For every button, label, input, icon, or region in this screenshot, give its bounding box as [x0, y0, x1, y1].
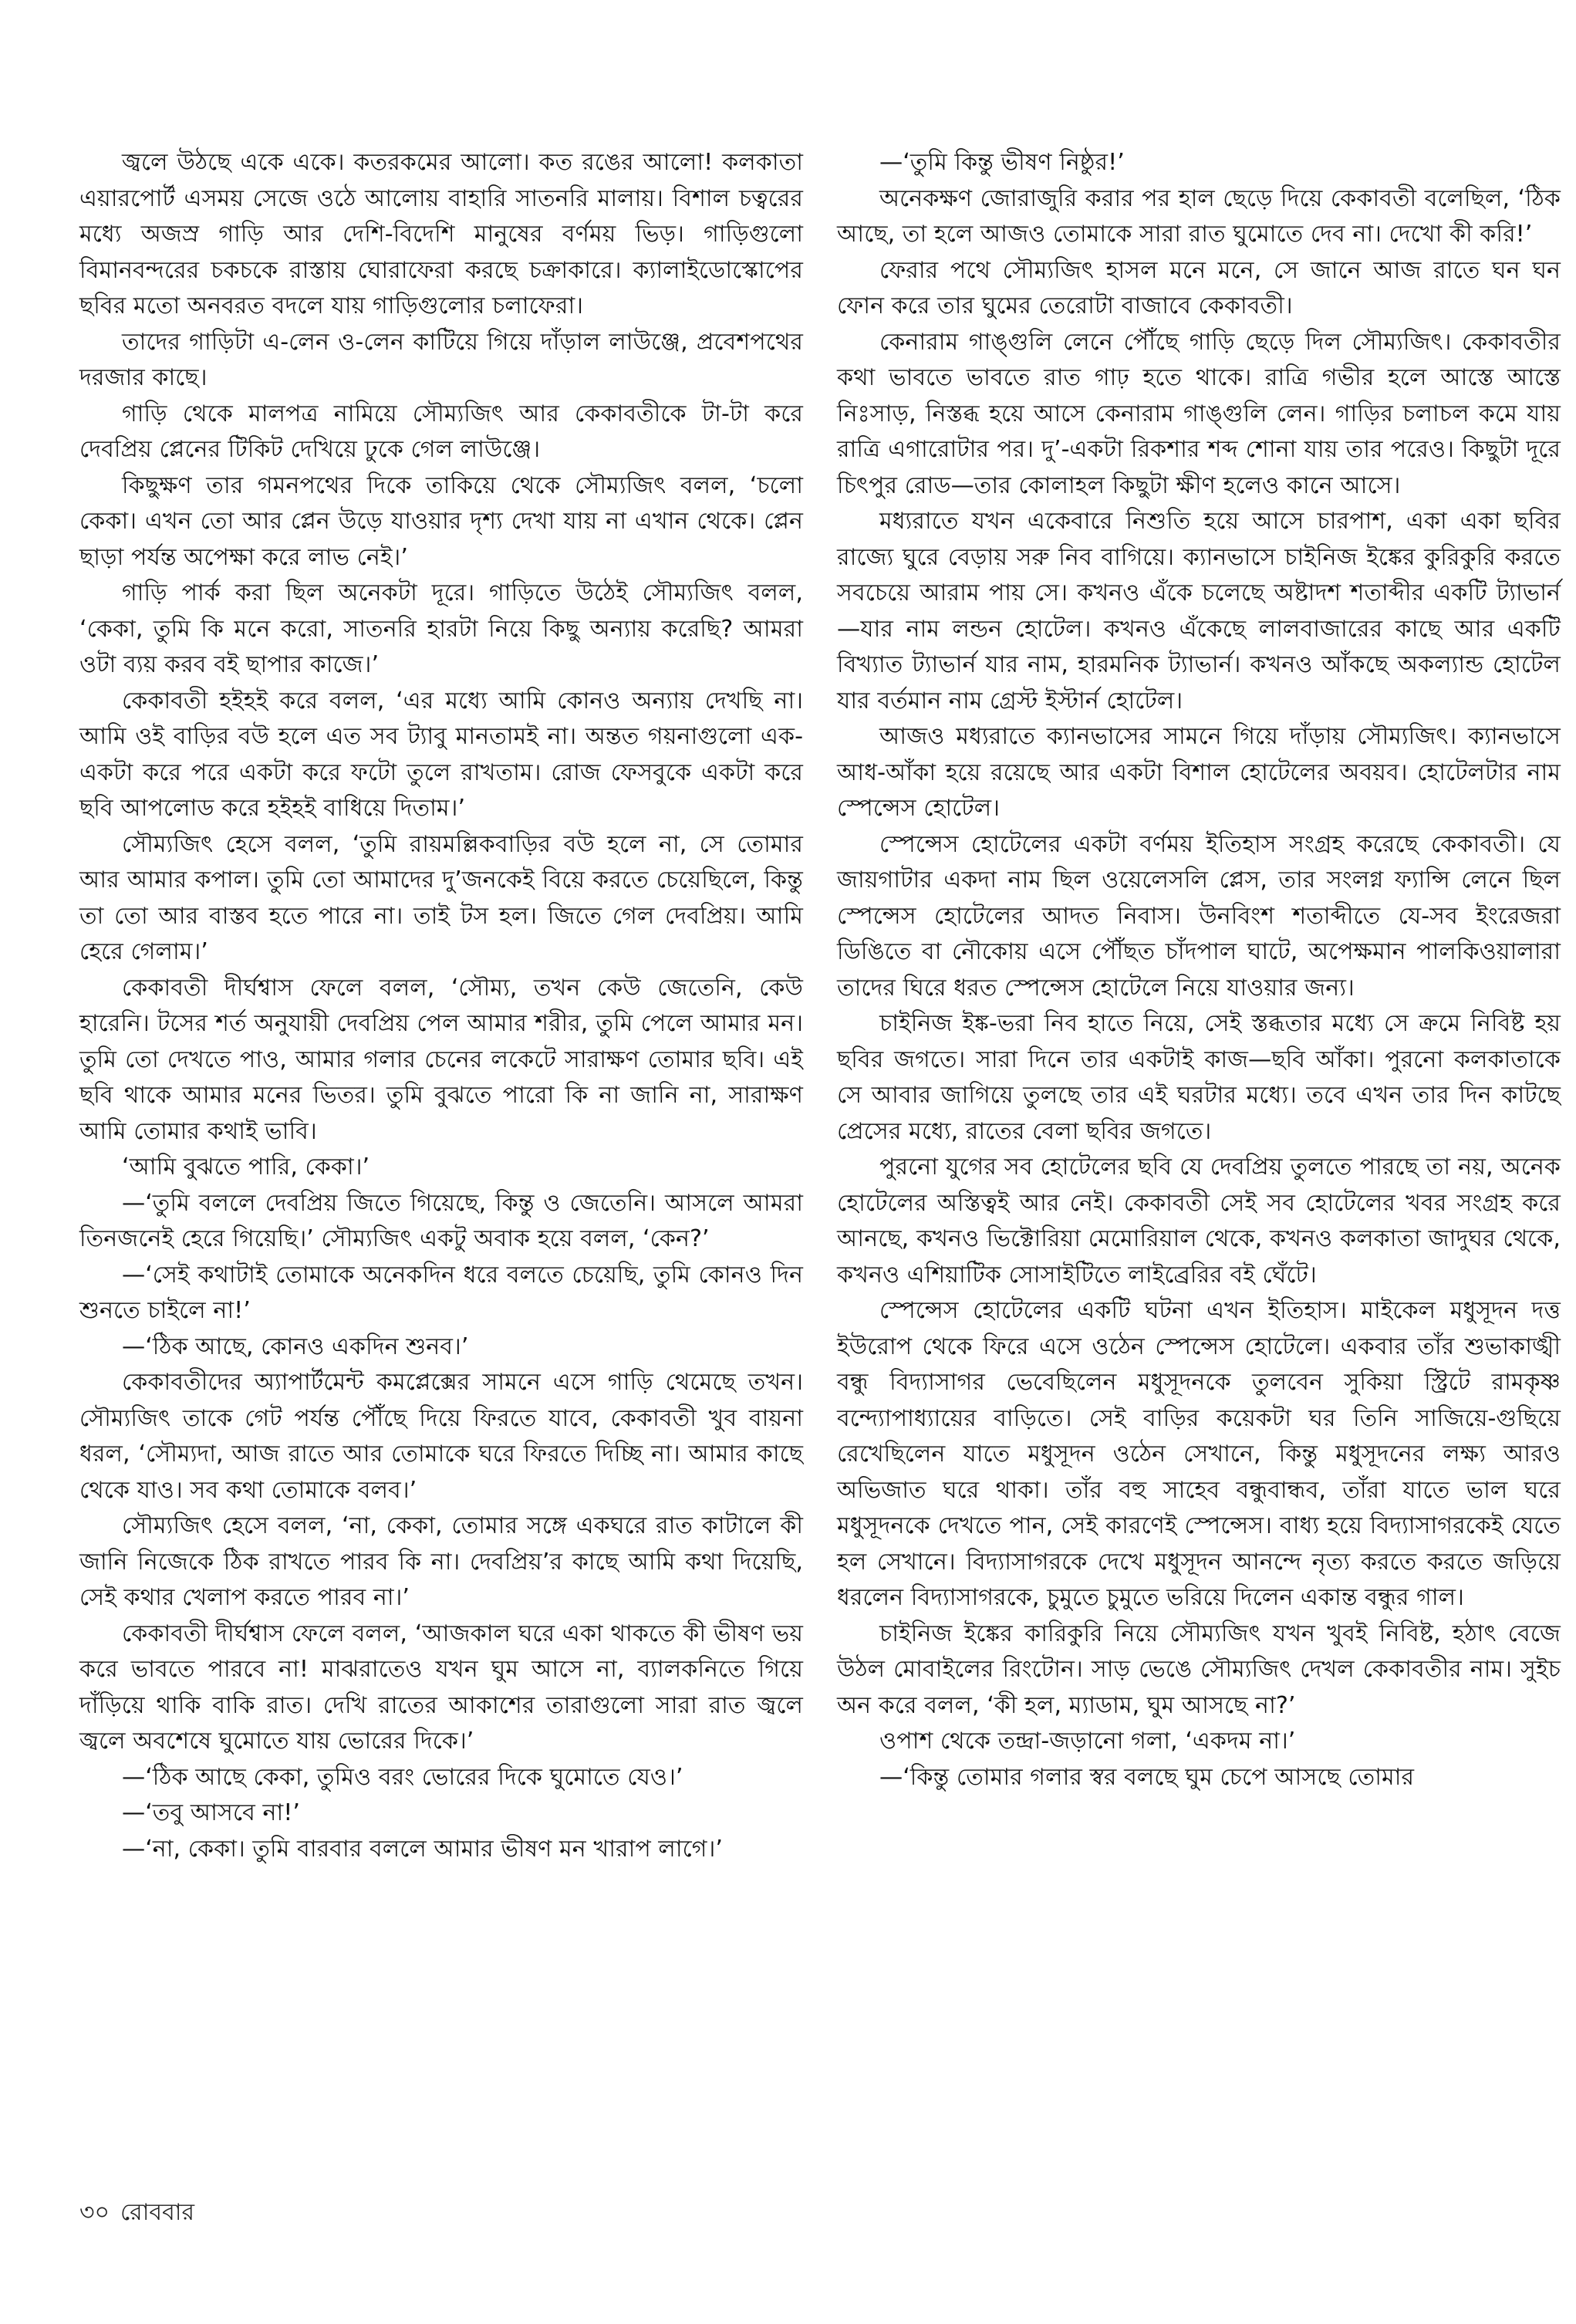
paragraph: কেকাবতী হইহই করে বলল, ‘এর মধ্যে আমি কোনও অন্যায় দেখছি না। আমি ওই বাড়ির বউ হলে এত সব ট্যাবু মানতামই না। অন্তত গয়নাগুলো এক-একটা করে পরে একটা করে ফটো তুলে রাখতাম। রোজ ফেসবুকে একটা করে ছবি আপলোড করে হইহই বাধিয়ে দিতাম।’ — [79, 687, 803, 822]
paragraph: —‘তুমি বললে দেবপ্রিয় জিতে গিয়েছে, কিন্তু ও জেতেনি। আসলে আমরা তিনজনেই হেরে গিয়েছি।’ সৌম্যজিৎ একটু অবাক হয়ে বলল, ‘কেন?’ — [79, 1189, 803, 1252]
paragraph: কেনারাম গাঙ্গুলি লেনে পৌঁছে গাড়ি ছেড়ে দিল সৌম্যজিৎ। কেকাবতীর কথা ভাবতে ভাবতে রাত গাঢ় হতে থাকে। রাত্রি গভীর হলে আস্তে আস্তে নিঃসাড়, নিস্তব্ধ হয়ে আসে কেনারাম গাঙ্গুলি লেন। গাড়ির চলাচল কমে যায় রাত্রি এগারোটার পর। দু’-একটা রিকশার শব্দ শোনা যায় তার পরেও। কিছুটা দূরে চিৎপুর রোড—তার কোলাহল কিছুটা ক্ষীণ হলেও কানে আসে। — [837, 328, 1561, 499]
paragraph: —‘সেই কথাটাই তোমাকে অনেকদিন ধরে বলতে চেয়েছি, তুমি কোনও দিন শুনতে চাইলে না!’ — [79, 1261, 803, 1324]
magazine-name: রোববার — [120, 2199, 194, 2226]
paragraph: সৌম্যজিৎ হেসে বলল, ‘না, কেকা, তোমার সঙ্গে একঘরে রাত কাটালে কী জানি নিজেকে ঠিক রাখতে পারব কি না। দেবপ্রিয়’র কাছে আমি কথা দিয়েছি, সেই কথার খেলাপ করতে পারব না।’ — [79, 1512, 803, 1611]
paragraph: স্পেন্সেস হোটেলের একটি ঘটনা এখন ইতিহাস। মাইকেল মধুসূদন দত্ত ইউরোপ থেকে ফিরে এসে ওঠেন স্পেন্সেস হোটেলে। একবার তাঁর শুভাকাঙ্খী বন্ধু বিদ্যাসাগর ভেবেছিলেন মধুসূদনকে তুলবেন সুকিয়া স্ট্রিটে রামকৃষ্ণ বন্দ্যোপাধ্যায়ের বাড়িতে। সেই বাড়ির কয়েকটা ঘর তিনি সাজিয়ে-গুছিয়ে রেখেছিলেন যাতে মধুসূদন ওঠেন সেখানে, কিন্তু মধুসূদনের লক্ষ্য আরও অভিজাত ঘরে থাকা। তাঁর বহু সাহেব বন্ধুবান্ধব, তাঁরা যাতে ভাল ঘরে মধুসূদনকে দেখতে পান, সেই কারণেই স্পেন্সেস। বাধ্য হয়ে বিদ্যাসাগরকেই যেতে হল সেখানে। বিদ্যাসাগরকে দেখে মধুসূদন আনন্দে নৃত্য করতে করতে জড়িয়ে ধরলেন বিদ্যাসাগরকে, চুমুতে চুমুতে ভরিয়ে দিলেন একান্ত বন্ধুর গাল। — [837, 1297, 1561, 1611]
paragraph: কেকাবতী দীর্ঘশ্বাস ফেলে বলল, ‘আজকাল ঘরে একা থাকতে কী ভীষণ ভয় করে ভাবতে পারবে না! মাঝরাতেও যখন ঘুম আসে না, ব্যালকনিতে গিয়ে দাঁড়িয়ে থাকি বাকি রাত। দেখি রাতের আকাশের তারাগুলো সারা রাত জ্বলে জ্বলে অবশেষে ঘুমোতে যায় ভোরের দিকে।’ — [79, 1620, 803, 1755]
paragraph: মধ্যরাতে যখন একেবারে নিশুতি হয়ে আসে চারপাশ, একা একা ছবির রাজ্যে ঘুরে বেড়ায় সরু নিব বাগিয়ে। ক্যানভাসে চাইনিজ ইঙ্কের কুরিকুরি করতে সবচেয়ে আরাম পায় সে। কখনও এঁকে চলেছে অষ্টাদশ শতাব্দীর একটি ট্যাভার্ন—যার নাম লন্ডন হোটেল। কখনও এঁকেছে লালবাজারের কাছে আর একটি বিখ্যাত ট্যাভার্ন যার নাম, হারমনিক ট্যাভার্ন। কখনও আঁকছে অকল্যান্ড হোটেল যার বর্তমান নাম গ্রেস্ট ইস্টার্ন হোটেল। — [837, 508, 1561, 714]
page-footer — [79, 2197, 205, 2228]
paragraph: কিছুক্ষণ তার গমনপথের দিকে তাকিয়ে থেকে সৌম্যজিৎ বলল, ‘চলো কেকা। এখন তো আর প্লেন উড়ে যাওয়ার দৃশ্য দেখা যায় না এখান থেকে। প্লেন ছাড়া পর্যন্ত অপেক্ষা করে লাভ নেই।’ — [79, 471, 803, 571]
paragraph: —‘না, কেকা। তুমি বারবার বললে আমার ভীষণ মন খারাপ লাগে।’ — [122, 1835, 723, 1863]
paragraph: —‘ঠিক আছে, কোনও একদিন শুনব।’ — [122, 1333, 469, 1360]
paragraph: তাদের গাড়িটা এ-লেন ও-লেন কাটিয়ে গিয়ে দাঁড়াল লাউঞ্জে, প্রবেশপথের দরজার কাছে। — [79, 328, 803, 391]
paragraph: —‘কিন্তু তোমার গলার স্বর বলছে ঘুম চেপে আসছে তোমার — [879, 1763, 1415, 1791]
paragraph: গাড়ি থেকে মালপত্র নামিয়ে সৌম্যজিৎ আর কেকাবতীকে টা-টা করে দেবপ্রিয় প্লেনের টিকিট দেখিয়ে ঢুকে গেল লাউঞ্জে। — [79, 400, 803, 463]
paragraph: চাইনিজ ইঙ্ক-ভরা নিব হাতে নিয়ে, সেই স্তব্ধতার মধ্যে সে ক্রমে নিবিষ্ট হয় ছবির জগতে। সারা দিনে তার একটাই কাজ—ছবি আঁকা। পুরনো কলকাতাকে সে আবার জাগিয়ে তুলছে তার এই ঘরটার মধ্যে। তবে এখন তার দিন কাটছে প্রেসের মধ্যে, রাতের বেলা ছবির জগতে। — [837, 1010, 1561, 1145]
paragraph: অনেকক্ষণ জোরাজুরি করার পর হাল ছেড়ে দিয়ে কেকাবতী বলেছিল, ‘ঠিক আছে, তা হলে আজও তোমাকে সারা রাত ঘুমোতে দেব না। দেখো কী করি!’ — [837, 184, 1561, 248]
paragraph: ফেরার পথে সৌম্যজিৎ হাসল মনে মনে, সে জানে আজ রাতে ঘন ঘন ফোন করে তার ঘুমের তেরোটা বাজাবে কেকাবতী। — [837, 256, 1561, 319]
paragraph: স্পেন্সেস হোটেলের একটা বর্ণময় ইতিহাস সংগ্রহ করেছে কেকাবতী। যে জায়গাটার একদা নাম ছিল ওয়েলেসলি প্লেস, তার সংলগ্ন ফ্যান্সি লেনে ছিল স্পেন্সেস হোটেলের আদত নিবাস। উনবিংশ শতাব্দীতে যে-সব ইংরেজরা ডিঙিতে বা নৌকোয় এসে পৌঁছত চাঁদপাল ঘাটে, অপেক্ষমান পালকিওয়ালারা তাদের ঘিরে ধরত স্পেন্সেস হোটেলে নিয়ে যাওয়ার জন্য। — [837, 830, 1561, 1002]
paragraph: ‘আমি বুঝতে পারি, কেকা।’ — [122, 1154, 370, 1181]
paragraph: —‘তবু আসবে না!’ — [122, 1799, 300, 1826]
page-number: ৩০ — [79, 2199, 110, 2226]
paragraph: কেকাবতীদের অ্যাপার্টমেন্ট কমপ্লেক্সের সামনে এসে গাড়ি থেমেছে তখন। সৌম্যজিৎ তাকে গেট পর্যন্ত পৌঁছে দিয়ে ফিরতে যাবে, কেকাবতী খুব বায়না ধরল, ‘সৌম্যদা, আজ রাতে আর তোমাকে ঘরে ফিরতে দিচ্ছি না। আমার কাছে থেকে যাও। সব কথা তোমাকে বলব।’ — [79, 1369, 803, 1504]
paragraph: জ্বলে উঠছে একে একে। কতরকমের আলো। কত রঙের আলো! কলকাতা এয়ারপোর্ট এসময় সেজে ওঠে আলোয় বাহারি সাতনরি মালায়। বিশাল চত্বরের মধ্যে অজস্র গাড়ি আর দেশি-বিদেশি মানুষের বর্ণময় ভিড়। গাড়িগুলো বিমানবন্দরের চকচকে রাস্তায় ঘোরাফেরা করছে চক্রাকারে। ক্যালাইডোস্কোপের ছবির মতো অনবরত বদলে যায় গাড়িগুলোর চলাফেরা। — [79, 149, 803, 319]
paragraph: ওপাশ থেকে তন্দ্রা-জড়ানো গলা, ‘একদম না।’ — [879, 1728, 1296, 1755]
paragraph: পুরনো যুগের সব হোটেলের ছবি যে দেবপ্রিয় তুলতে পারছে তা নয়, অনেক হোটেলের অস্তিত্বই আর নেই। কেকাবতী সেই সব হোটেলের খবর সংগ্রহ করে আনছে, কখনও ভিক্টোরিয়া মেমোরিয়াল থেকে, কখনও কলকাতা জাদুঘর থেকে, কখনও এশিয়াটিক সোসাইটিতে লাইব্রেরির বই ঘেঁটে। — [837, 1154, 1561, 1289]
right-column — [837, 145, 1561, 1795]
paragraph: —‘ঠিক আছে কেকা, তুমিও বরং ভোরের দিকে ঘুমোতে যেও।’ — [122, 1763, 683, 1791]
paragraph: চাইনিজ ইঙ্কের কারিকুরি নিয়ে সৌম্যজিৎ যখন খুবই নিবিষ্ট, হঠাৎ বেজে উঠল মোবাইলের রিংটোন। সাড় ভেঙে সৌম্যজিৎ দেখল কেকাবতীর নাম। সুইচ অন করে বলল, ‘কী হল, ম্যাডাম, ঘুম আসছে না?’ — [837, 1620, 1561, 1719]
paragraph: কেকাবতী দীর্ঘশ্বাস ফেলে বলল, ‘সৌম্য, তখন কেউ জেতেনি, কেউ হারেনি। টসের শর্ত অনুযায়ী দেবপ্রিয় পেল আমার শরীর, তুমি পেলে আমার মন। তুমি তো দেখতে পাও, আমার গলার চেনের লকেটে সারাক্ষণ তোমার ছবি। এই ছবি থাকে আমার মনের ভিতর। তুমি বুঝতে পারো কি না জানি না, সারাক্ষণ আমি তোমার কথাই ভাবি। — [79, 974, 803, 1145]
paragraph: —‘তুমি কিন্তু ভীষণ নিষ্ঠুর!’ — [879, 149, 1125, 176]
paragraph: সৌম্যজিৎ হেসে বলল, ‘তুমি রায়মল্লিকবাড়ির বউ হলে না, সে তোমার আর আমার কপাল। তুমি তো আমাদের দু’জনকেই বিয়ে করতে চেয়েছিলে, কিন্তু তা তো আর বাস্তব হতে পারে না। তাই টস হল। জিতে গেল দেবপ্রিয়। আমি হেরে গেলাম।’ — [79, 830, 803, 965]
paragraph: আজও মধ্যরাতে ক্যানভাসের সামনে গিয়ে দাঁড়ায় সৌম্যজিৎ। ক্যানভাসে আধ-আঁকা হয়ে রয়েছে আর একটা বিশাল হোটেলের অবয়ব। হোটেলটার নাম স্পেন্সেস হোটেল। — [837, 723, 1561, 822]
paragraph: গাড়ি পার্ক করা ছিল অনেকটা দূরে। গাড়িতে উঠেই সৌম্যজিৎ বলল, ‘কেকা, তুমি কি মনে করো, সাতনরি হারটা নিয়ে কিছু অন্যায় করেছি? আমরা ওটা ব্যয় করব বই ছাপার কাজে।’ — [79, 579, 803, 678]
left-column — [79, 145, 803, 1867]
